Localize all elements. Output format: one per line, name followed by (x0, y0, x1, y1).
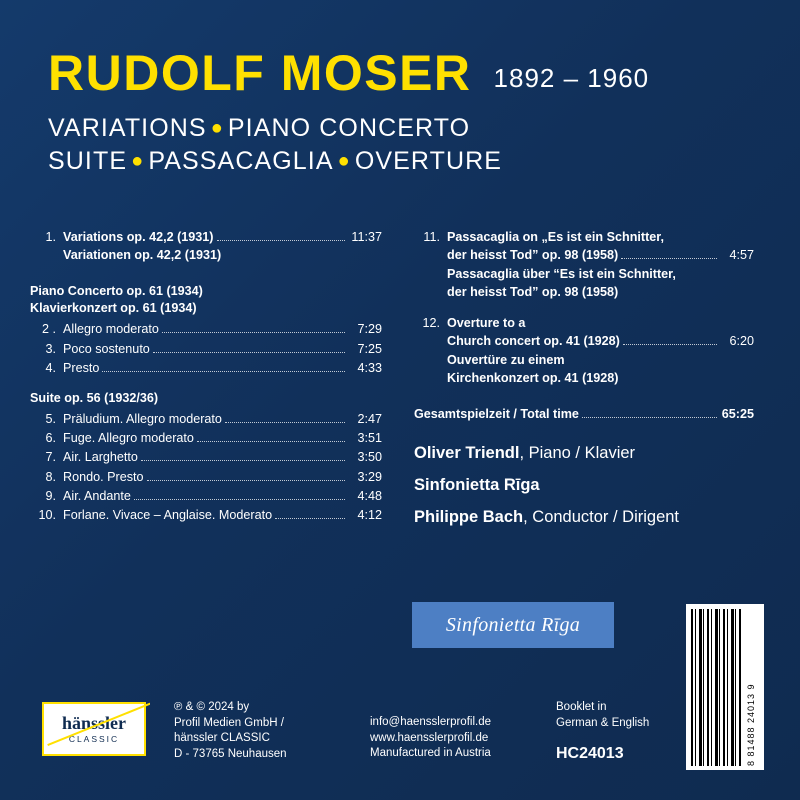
haenssler-logo-sub: CLASSIC (68, 734, 120, 745)
track-row (30, 228, 382, 265)
track-row (30, 506, 382, 524)
booklet-line-1: Booklet in (556, 701, 607, 713)
track-title-line (63, 228, 382, 246)
track-body (447, 314, 754, 387)
works-subtitle-line-1 (48, 112, 758, 145)
bullet-icon: ● (210, 117, 224, 139)
track-title: Fuge. Allegro moderato (63, 431, 194, 446)
track-duration: 3:51 (357, 431, 382, 446)
sinfonietta-riga-logo-text: Sinfonietta Rīga (445, 613, 581, 636)
performer-role: , Conductor / Dirigent (523, 508, 680, 526)
performer-pianist (414, 444, 754, 463)
track-title-line (63, 429, 382, 447)
performer-conductor (414, 508, 754, 527)
total-time-label: Gesamtspielzeit / Total time (414, 407, 579, 421)
dot-leader (153, 352, 345, 353)
booklet-line-2: German & English (556, 716, 650, 729)
track-title-line (63, 448, 382, 466)
tracklist-right-column (414, 228, 754, 540)
track-subtitle-line-1: Ouvertüre zu einem (447, 352, 565, 367)
track-title-line (63, 506, 382, 524)
track-number: 5. (45, 411, 56, 426)
dot-leader (147, 480, 345, 481)
dot-leader (217, 240, 346, 241)
track-title-line (63, 359, 382, 377)
catalogue-number: HC24013 (556, 745, 624, 763)
track-title: Forlane. Vivace – Anglaise. Moderato (63, 508, 273, 523)
track-title: Rondo. Presto (63, 469, 144, 484)
track-title-line (63, 468, 382, 486)
track-title-line (63, 487, 382, 505)
group-heading-concerto-en: Piano Concerto op. 61 (1934) (30, 283, 203, 298)
track-row (414, 314, 754, 387)
footer-booklet (556, 700, 722, 765)
track-row (30, 359, 382, 377)
total-time-row (414, 407, 754, 422)
track-title: Air. Andante (63, 488, 131, 503)
contact-email[interactable]: info@haensslerprofil.de (370, 716, 491, 728)
track-subtitle: Variationen op. 42,2 (1931) (63, 248, 222, 263)
performer-role: , Piano / Klavier (519, 444, 636, 462)
track-title-line (63, 410, 382, 428)
track-subtitle-line-2: der heisst Tod” op. 98 (1958) (447, 284, 619, 299)
track-title-line (63, 320, 382, 338)
track-number: 10. (38, 508, 56, 523)
track-number: 4. (45, 360, 56, 375)
track-duration: 4:48 (357, 488, 382, 503)
track-number: 11. (423, 230, 440, 244)
track-number: 6. (45, 431, 56, 446)
track-number: 3. (45, 341, 56, 356)
works-subtitle-line-2 (48, 145, 758, 178)
track-duration: 4:33 (357, 360, 382, 375)
track-body (63, 320, 382, 338)
works-subtitle-suite: SUITE (48, 147, 128, 175)
track-body (63, 410, 382, 428)
haenssler-logo-box (42, 702, 146, 756)
track-duration: 7:29 (357, 322, 382, 337)
dot-leader (162, 332, 345, 333)
track-title-line-1: Passacaglia on „Es ist ein Schnitter, (447, 230, 664, 244)
dot-leader (134, 499, 345, 500)
track-body (63, 429, 382, 447)
track-row (30, 340, 382, 358)
copyright-line-4: D - 73765 Neuhausen (174, 747, 287, 760)
track-title: Presto (63, 360, 100, 375)
track-number: 12. (422, 316, 440, 330)
track-title: Variations op. 42,2 (1931) (63, 230, 214, 244)
haenssler-logo (42, 702, 152, 756)
track-duration: 2:47 (357, 411, 382, 426)
track-number: 1. (45, 230, 56, 244)
track-duration: 11:37 (351, 230, 382, 244)
performers-list (414, 444, 754, 527)
track-row (30, 448, 382, 466)
track-row (30, 468, 382, 486)
header (48, 45, 758, 178)
track-body (63, 487, 382, 505)
tracklist (30, 228, 770, 540)
track-body (63, 448, 382, 466)
track-title: Poco sostenuto (63, 341, 150, 356)
haenssler-logo-slash-icon (42, 698, 150, 756)
track-body (63, 506, 382, 524)
track-duration: 4:12 (357, 508, 382, 523)
dot-leader (225, 422, 345, 423)
barcode-number: 8 81488 24013 9 (746, 683, 756, 766)
dot-leader (102, 371, 345, 372)
dot-leader (623, 344, 717, 345)
track-duration: 4:57 (729, 248, 754, 263)
contact-website[interactable]: www.haensslerprofil.de (370, 731, 489, 744)
group-heading-concerto-de: Klavierkonzert op. 61 (1934) (30, 301, 197, 316)
bullet-icon: ● (337, 150, 351, 172)
composer-years: 1892 – 1960 (493, 63, 650, 93)
track-body (63, 228, 382, 265)
total-time-value: 65:25 (721, 407, 754, 421)
footer-copyright (174, 700, 370, 763)
group-heading-concerto (30, 283, 382, 319)
track-title: Allegro moderato (63, 322, 159, 337)
track-title: Air. Larghetto (63, 450, 138, 465)
haenssler-logo-name: hänssler (61, 713, 126, 733)
copyright-line-2: Profil Medien GmbH / (174, 716, 284, 729)
track-title: der heisst Tod” op. 98 (1958) (447, 248, 619, 263)
track-body (63, 468, 382, 486)
track-body (63, 340, 382, 358)
works-subtitle (48, 112, 758, 178)
performer-orchestra (414, 476, 754, 495)
copyright-line-1: ℗ & © 2024 by (174, 701, 250, 713)
bullet-icon: ● (131, 150, 145, 172)
track-number: 8. (45, 469, 56, 484)
dot-leader (582, 417, 717, 418)
sinfonietta-riga-logo (412, 602, 614, 648)
track-title-line-2 (447, 332, 754, 350)
dot-leader (197, 441, 345, 442)
track-title: Church concert op. 41 (1928) (447, 334, 620, 349)
track-row (414, 228, 754, 301)
dot-leader (275, 518, 345, 519)
manufactured-note: Manufactured in Austria (370, 747, 491, 760)
track-row (30, 320, 382, 338)
dot-leader (141, 460, 345, 461)
footer (42, 700, 758, 765)
performer-name: Philippe Bach (414, 508, 524, 526)
track-duration: 7:25 (357, 341, 382, 356)
track-duration: 3:29 (357, 469, 382, 484)
track-title: Präludium. Allegro moderato (63, 411, 222, 426)
track-title-line-2 (447, 246, 754, 264)
group-heading-suite: Suite op. 56 (1932/36) (30, 391, 159, 405)
footer-contact-spacer (370, 700, 540, 715)
track-subtitle-line-1: Passacaglia über “Es ist ein Schnitter, (447, 266, 676, 281)
tracklist-left-column (30, 228, 382, 540)
track-body (447, 228, 754, 301)
works-subtitle-variations: VARIATIONS (48, 114, 207, 142)
footer-contact (370, 700, 556, 762)
works-subtitle-piano-concerto: PIANO CONCERTO (227, 114, 471, 142)
track-title-line (63, 340, 382, 358)
track-row (30, 410, 382, 428)
track-duration: 6:20 (729, 334, 754, 349)
track-row (30, 429, 382, 447)
track-number: 7. (45, 450, 56, 465)
copyright-line-3: hänssler CLASSIC (174, 732, 270, 745)
performer-name: Oliver Triendl (414, 444, 520, 462)
performer-name: Sinfonietta Rīga (414, 476, 540, 494)
track-duration: 3:50 (357, 450, 382, 465)
composer-row (48, 45, 758, 101)
track-number: 9. (45, 488, 56, 503)
track-row (30, 487, 382, 505)
track-subtitle-line-2: Kirchenkonzert op. 41 (1928) (447, 370, 619, 385)
composer-name: RUDOLF MOSER (48, 45, 472, 101)
track-body (63, 359, 382, 377)
dot-leader (621, 258, 717, 259)
track-title-line-1: Overture to a (447, 316, 526, 330)
works-subtitle-overture: OVERTURE (354, 147, 503, 175)
track-number: 2 . (41, 322, 56, 337)
works-subtitle-passacaglia: PASSACAGLIA (148, 147, 334, 175)
